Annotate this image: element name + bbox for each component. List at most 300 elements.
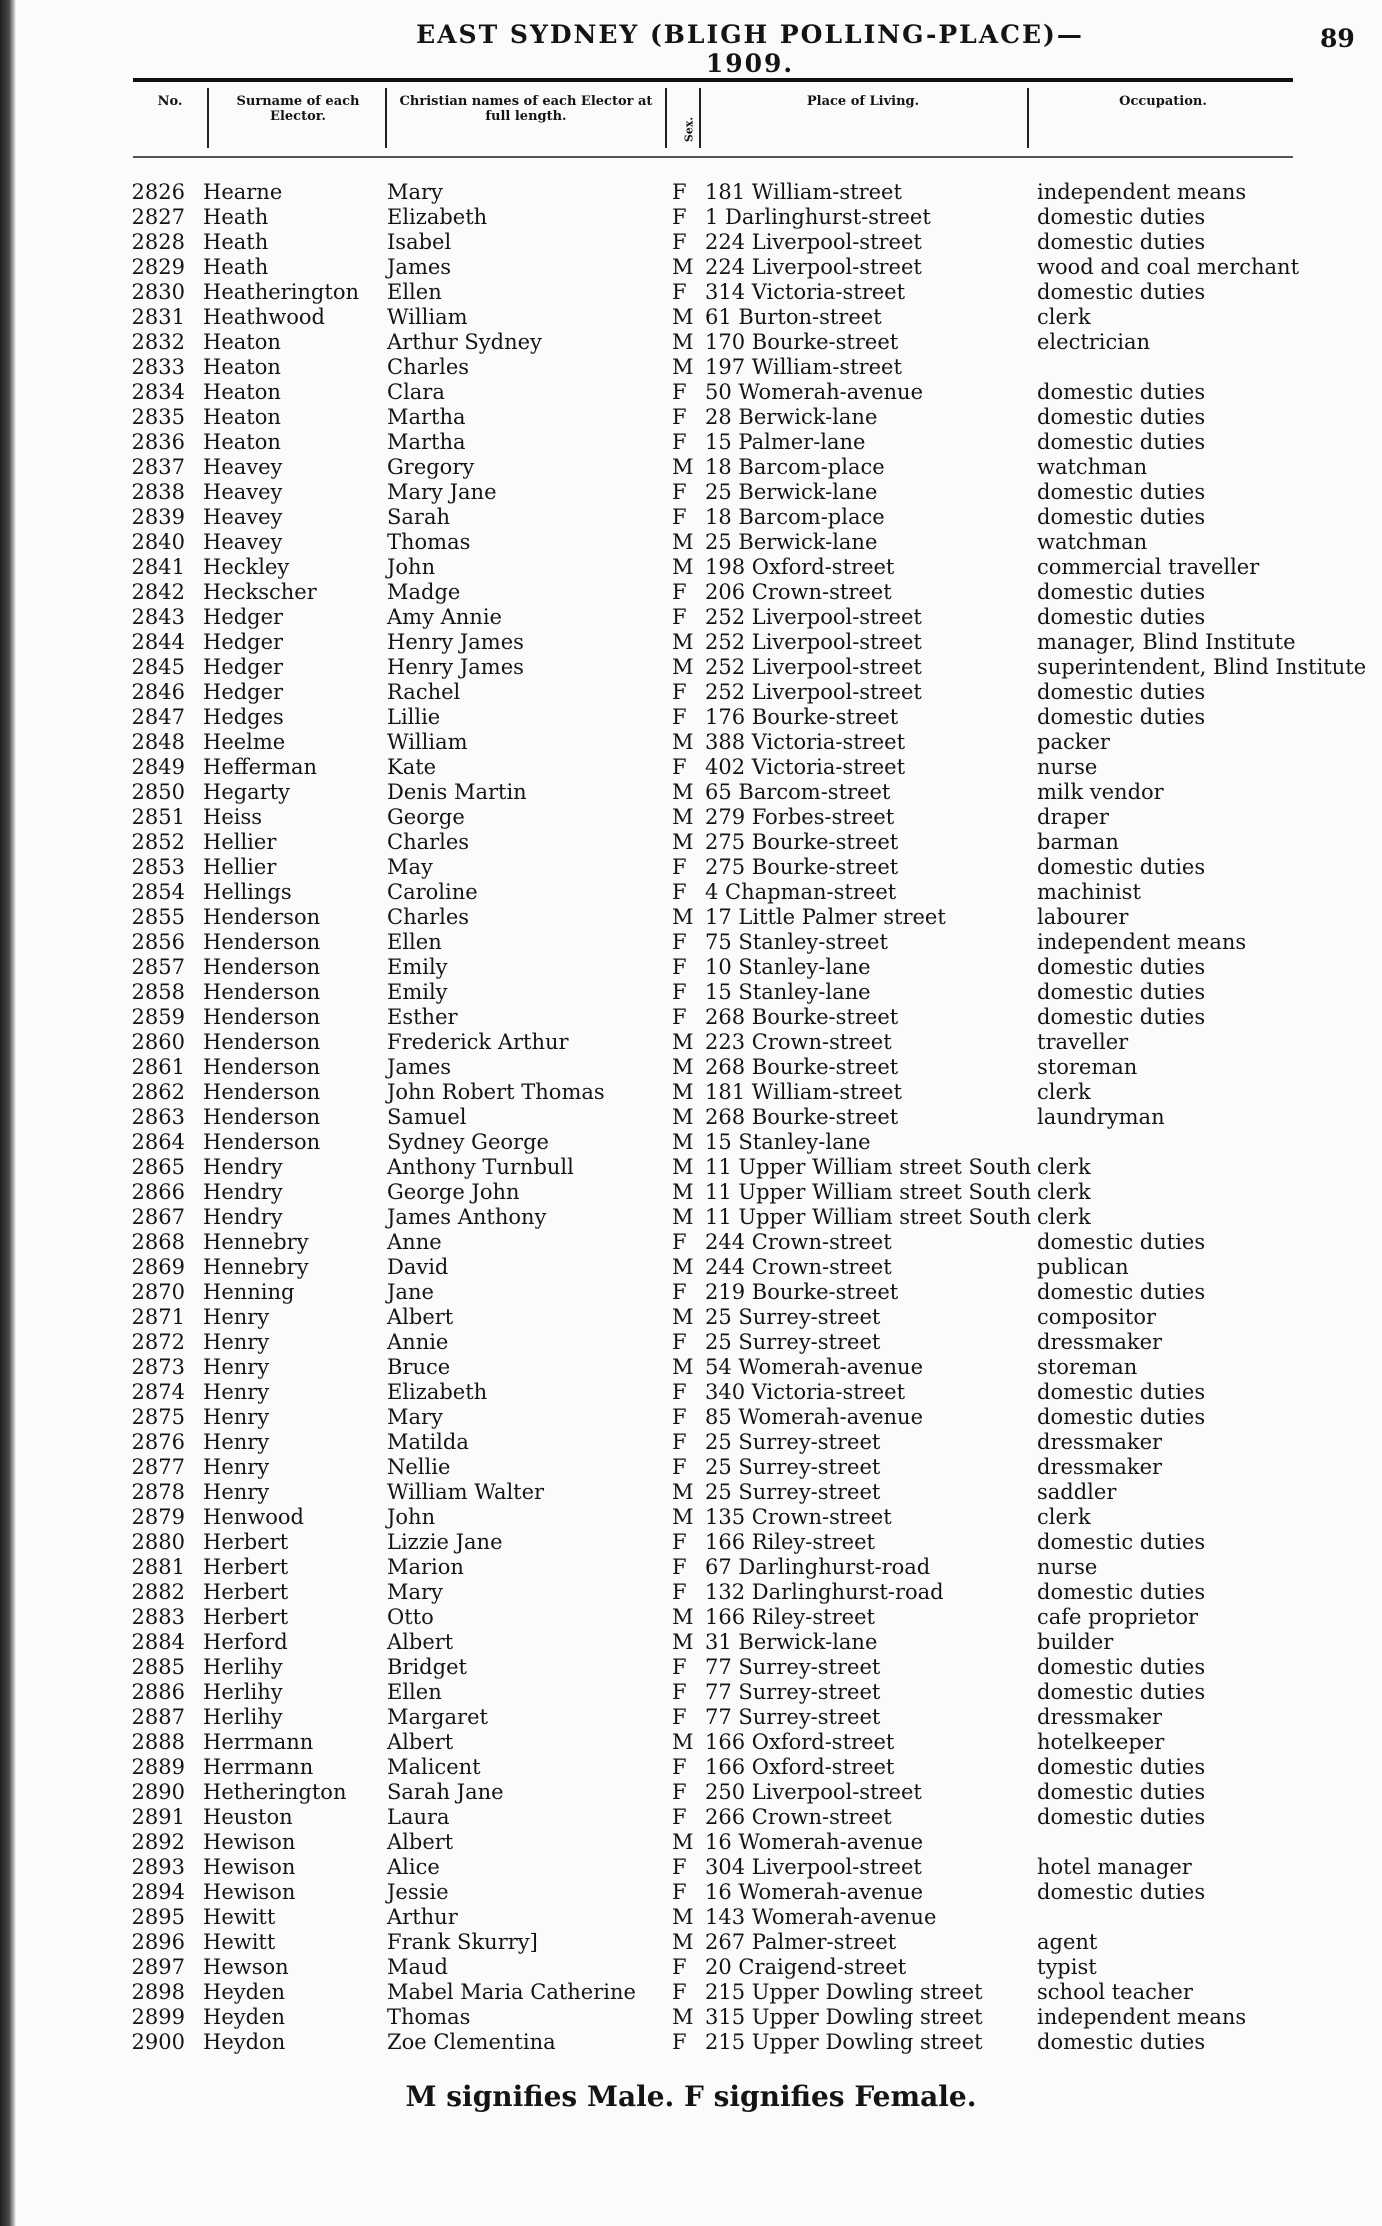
elector-place-of-living: 315 Upper Dowling street [705, 2005, 983, 2029]
header-place-of-living: Place of Living. [806, 94, 920, 109]
elector-christian-names: Esther [387, 1005, 458, 1029]
elector-place-of-living: 25 Surrey-street [705, 1305, 881, 1329]
elector-christian-names: Matilda [387, 1430, 469, 1454]
elector-place-of-living: 75 Stanley-street [705, 930, 888, 954]
elector-sex: F [672, 1955, 687, 1979]
elector-christian-names: James [387, 255, 452, 279]
elector-christian-names: Mary Jane [387, 480, 497, 504]
elector-number: 2828 [131, 230, 185, 254]
elector-occupation: publican [1037, 1255, 1129, 1279]
elector-christian-names: Jane [387, 1280, 434, 1304]
elector-occupation: storeman [1037, 1355, 1138, 1379]
elector-surname: Heyden [203, 1980, 286, 2004]
elector-number: 2836 [131, 430, 185, 454]
elector-sex: M [672, 1105, 694, 1129]
elector-sex: F [672, 1855, 687, 1879]
elector-place-of-living: 244 Crown-street [705, 1255, 892, 1279]
elector-occupation: nurse [1037, 1555, 1098, 1579]
table-row [0, 1330, 1382, 1355]
elector-sex: F [672, 230, 687, 254]
elector-surname: Hegarty [203, 780, 291, 804]
elector-number: 2890 [131, 1780, 185, 1804]
elector-surname: Henry [203, 1405, 270, 1429]
elector-place-of-living: 250 Liverpool-street [705, 1780, 922, 1804]
header-divider [385, 88, 387, 148]
table-row [0, 1730, 1382, 1755]
table-row [0, 480, 1382, 505]
elector-number: 2834 [131, 380, 185, 404]
elector-sex: F [672, 1005, 687, 1029]
elector-occupation: barman [1037, 830, 1119, 854]
elector-christian-names: Albert [387, 1630, 454, 1654]
elector-sex: F [672, 705, 687, 729]
elector-sex: M [672, 2005, 694, 2029]
elector-surname: Heaton [203, 380, 281, 404]
elector-sex: M [672, 1205, 694, 1229]
elector-surname: Hewison [203, 1855, 296, 1879]
table-row [0, 1705, 1382, 1730]
elector-number: 2845 [131, 655, 185, 679]
elector-christian-names: Emily [387, 980, 448, 1004]
elector-occupation: nurse [1037, 755, 1098, 779]
elector-sex: M [672, 1080, 694, 1104]
elector-number: 2889 [131, 1755, 185, 1779]
elector-number: 2869 [131, 1255, 185, 1279]
table-row [0, 1880, 1382, 1905]
elector-occupation: superintendent, Blind Institute [1037, 655, 1367, 679]
elector-surname: Henry [203, 1330, 270, 1354]
elector-number: 2837 [131, 455, 185, 479]
elector-christian-names: Otto [387, 1605, 434, 1629]
elector-sex: F [672, 2030, 687, 2054]
elector-sex: F [672, 1455, 687, 1479]
elector-number: 2867 [131, 1205, 185, 1229]
elector-sex: M [672, 655, 694, 679]
table-row [0, 405, 1382, 430]
elector-number: 2862 [131, 1080, 185, 1104]
elector-occupation: milk vendor [1037, 780, 1164, 804]
elector-surname: Henderson [203, 1105, 321, 1129]
elector-place-of-living: 219 Bourke-street [705, 1280, 899, 1304]
elector-number: 2843 [131, 605, 185, 629]
elector-christian-names: Sarah [387, 505, 450, 529]
elector-place-of-living: 266 Crown-street [705, 1805, 892, 1829]
elector-sex: F [672, 1680, 687, 1704]
elector-surname: Henderson [203, 955, 321, 979]
elector-surname: Hewitt [203, 1905, 276, 1929]
elector-number: 2861 [131, 1055, 185, 1079]
elector-christian-names: Mary [387, 1405, 443, 1429]
elector-occupation: wood and coal merchant [1037, 255, 1300, 279]
elector-occupation: dressmaker [1037, 1330, 1163, 1354]
elector-place-of-living: 279 Forbes-street [705, 805, 895, 829]
elector-place-of-living: 15 Palmer-lane [705, 430, 866, 454]
elector-number: 2879 [131, 1505, 185, 1529]
table-row [0, 780, 1382, 805]
elector-number: 2856 [131, 930, 185, 954]
elector-surname: Heckscher [203, 580, 317, 604]
elector-place-of-living: 252 Liverpool-street [705, 655, 922, 679]
elector-christian-names: Mary [387, 180, 443, 204]
elector-surname: Hendry [203, 1205, 283, 1229]
elector-number: 2897 [131, 1955, 185, 1979]
table-row [0, 1155, 1382, 1180]
elector-sex: F [672, 980, 687, 1004]
elector-sex: M [672, 1480, 694, 1504]
elector-number: 2868 [131, 1230, 185, 1254]
elector-occupation: domestic duties [1037, 2030, 1206, 2054]
elector-surname: Hewson [203, 1955, 289, 1979]
elector-christian-names: Marion [387, 1555, 464, 1579]
elector-sex: F [672, 280, 687, 304]
elector-occupation: dressmaker [1037, 1430, 1163, 1454]
table-row [0, 1755, 1382, 1780]
elector-occupation: laundryman [1037, 1105, 1165, 1129]
elector-sex: M [672, 805, 694, 829]
elector-sex: F [672, 1555, 687, 1579]
table-row [0, 1530, 1382, 1555]
elector-occupation: domestic duties [1037, 430, 1206, 454]
elector-number: 2870 [131, 1280, 185, 1304]
elector-surname: Herford [203, 1630, 288, 1654]
elector-christian-names: Gregory [387, 455, 475, 479]
elector-surname: Heaton [203, 330, 281, 354]
elector-place-of-living: 166 Oxford-street [705, 1755, 895, 1779]
elector-place-of-living: 11 Upper William street South [705, 1180, 1032, 1204]
elector-place-of-living: 197 William-street [705, 355, 902, 379]
elector-surname: Hennebry [203, 1255, 309, 1279]
elector-sex: F [672, 505, 687, 529]
elector-occupation: draper [1037, 805, 1109, 829]
elector-occupation: domestic duties [1037, 1005, 1206, 1029]
elector-occupation: domestic duties [1037, 1755, 1206, 1779]
elector-occupation: watchman [1037, 455, 1148, 479]
elector-sex: F [672, 1755, 687, 1779]
elector-occupation: domestic duties [1037, 605, 1206, 629]
elector-number: 2857 [131, 955, 185, 979]
table-row [0, 305, 1382, 330]
elector-sex: F [672, 205, 687, 229]
elector-occupation: independent means [1037, 2005, 1247, 2029]
elector-christian-names: James Anthony [387, 1205, 547, 1229]
elector-christian-names: Frederick Arthur [387, 1030, 569, 1054]
elector-christian-names: Albert [387, 1305, 454, 1329]
elector-number: 2850 [131, 780, 185, 804]
elector-place-of-living: 340 Victoria-street [705, 1380, 906, 1404]
elector-number: 2827 [131, 205, 185, 229]
elector-sex: M [672, 1630, 694, 1654]
elector-sex: M [672, 780, 694, 804]
table-row [0, 1505, 1382, 1530]
elector-number: 2893 [131, 1855, 185, 1879]
elector-sex: M [672, 1905, 694, 1929]
elector-surname: Henderson [203, 930, 321, 954]
table-row [0, 1255, 1382, 1280]
elector-occupation: domestic duties [1037, 1580, 1206, 1604]
table-row [0, 2005, 1382, 2030]
elector-place-of-living: 388 Victoria-street [705, 730, 906, 754]
table-row [0, 1055, 1382, 1080]
elector-surname: Herbert [203, 1580, 289, 1604]
elector-sex: M [672, 255, 694, 279]
elector-number: 2888 [131, 1730, 185, 1754]
elector-occupation: domestic duties [1037, 1380, 1206, 1404]
elector-occupation: packer [1037, 730, 1110, 754]
elector-place-of-living: 170 Bourke-street [705, 330, 899, 354]
elector-occupation: domestic duties [1037, 1530, 1206, 1554]
elector-occupation: domestic duties [1037, 855, 1206, 879]
table-row [0, 380, 1382, 405]
elector-christian-names: George John [387, 1180, 520, 1204]
elector-number: 2898 [131, 1980, 185, 2004]
elector-number: 2871 [131, 1305, 185, 1329]
elector-surname: Herrmann [203, 1730, 314, 1754]
table-row [0, 880, 1382, 905]
table-row [0, 1930, 1382, 1955]
elector-place-of-living: 206 Crown-street [705, 580, 892, 604]
elector-sex: F [672, 1980, 687, 2004]
elector-christian-names: Isabel [387, 230, 452, 254]
elector-surname: Henry [203, 1380, 270, 1404]
table-row [0, 505, 1382, 530]
elector-place-of-living: 25 Surrey-street [705, 1480, 881, 1504]
header-divider [699, 88, 701, 148]
elector-christian-names: Ellen [387, 930, 442, 954]
elector-sex: M [672, 1730, 694, 1754]
elector-number: 2833 [131, 355, 185, 379]
elector-sex: F [672, 930, 687, 954]
table-row [0, 805, 1382, 830]
elector-surname: Heaton [203, 355, 281, 379]
elector-christian-names: Rachel [387, 680, 461, 704]
elector-number: 2880 [131, 1530, 185, 1554]
elector-number: 2832 [131, 330, 185, 354]
elector-surname: Heckley [203, 555, 290, 579]
table-row [0, 230, 1382, 255]
elector-place-of-living: 181 William-street [705, 1080, 902, 1104]
elector-occupation: domestic duties [1037, 230, 1206, 254]
elector-number: 2876 [131, 1430, 185, 1454]
elector-occupation: domestic duties [1037, 705, 1206, 729]
elector-christian-names: Arthur [387, 1905, 458, 1929]
table-row [0, 1905, 1382, 1930]
elector-number: 2838 [131, 480, 185, 504]
elector-occupation: clerk [1037, 305, 1091, 329]
elector-place-of-living: 18 Barcom-place [705, 505, 885, 529]
table-row [0, 655, 1382, 680]
elector-surname: Henry [203, 1480, 270, 1504]
elector-christian-names: Madge [387, 580, 461, 604]
elector-sex: F [672, 1780, 687, 1804]
elector-surname: Henderson [203, 1080, 321, 1104]
elector-christian-names: Lizzie Jane [387, 1530, 503, 1554]
elector-place-of-living: 252 Liverpool-street [705, 630, 922, 654]
table-row [0, 430, 1382, 455]
table-row [0, 630, 1382, 655]
header-top-rule [133, 78, 1293, 82]
elector-place-of-living: 1 Darlinghurst-street [705, 205, 931, 229]
elector-sex: F [672, 380, 687, 404]
elector-occupation: clerk [1037, 1505, 1091, 1529]
elector-surname: Heelme [203, 730, 286, 754]
table-row [0, 1380, 1382, 1405]
header-divider [207, 88, 209, 148]
page-number: 89 [1320, 24, 1355, 53]
elector-number: 2892 [131, 1830, 185, 1854]
elector-christian-names: Charles [387, 905, 470, 929]
elector-surname: Hearne [203, 180, 283, 204]
elector-number: 2866 [131, 1180, 185, 1204]
elector-occupation: clerk [1037, 1205, 1091, 1229]
elector-place-of-living: 181 William-street [705, 180, 902, 204]
table-row [0, 1405, 1382, 1430]
elector-place-of-living: 166 Riley-street [705, 1605, 875, 1629]
elector-number: 2842 [131, 580, 185, 604]
elector-place-of-living: 268 Bourke-street [705, 1105, 899, 1129]
elector-occupation: domestic duties [1037, 480, 1206, 504]
elector-christian-names: Bridget [387, 1655, 467, 1679]
elector-number: 2885 [131, 1655, 185, 1679]
elector-occupation: domestic duties [1037, 580, 1206, 604]
elector-number: 2852 [131, 830, 185, 854]
elector-surname: Hendry [203, 1180, 283, 1204]
elector-christian-names: John Robert Thomas [387, 1080, 605, 1104]
elector-place-of-living: 25 Berwick-lane [705, 480, 878, 504]
elector-christian-names: Zoe Clementina [387, 2030, 556, 2054]
elector-place-of-living: 166 Riley-street [705, 1530, 875, 1554]
column-header [133, 78, 1293, 158]
elector-occupation: domestic duties [1037, 680, 1206, 704]
header-christian-names: Christian names of each Elector at full length. [399, 94, 653, 124]
elector-number: 2847 [131, 705, 185, 729]
elector-surname: Heaton [203, 405, 281, 429]
elector-occupation: clerk [1037, 1155, 1091, 1179]
table-row [0, 1805, 1382, 1830]
elector-place-of-living: 18 Barcom-place [705, 455, 885, 479]
elector-place-of-living: 25 Berwick-lane [705, 530, 878, 554]
table-row [0, 530, 1382, 555]
table-row [0, 1580, 1382, 1605]
elector-surname: Henderson [203, 1005, 321, 1029]
elector-place-of-living: 267 Palmer-street [705, 1930, 897, 1954]
elector-number: 2882 [131, 1580, 185, 1604]
elector-sex: F [672, 1580, 687, 1604]
elector-christian-names: Laura [387, 1805, 450, 1829]
elector-place-of-living: 314 Victoria-street [705, 280, 906, 304]
elector-surname: Henry [203, 1355, 270, 1379]
elector-place-of-living: 244 Crown-street [705, 1230, 892, 1254]
elector-number: 2894 [131, 1880, 185, 1904]
elector-occupation: cafe proprietor [1037, 1605, 1199, 1629]
elector-christian-names: Arthur Sydney [387, 330, 542, 354]
elector-sex: M [672, 530, 694, 554]
table-row [0, 1105, 1382, 1130]
elector-place-of-living: 67 Darlinghurst-road [705, 1555, 931, 1579]
elector-surname: Heathwood [203, 305, 325, 329]
table-row [0, 580, 1382, 605]
elector-sex: F [672, 880, 687, 904]
elector-sex: F [672, 1880, 687, 1904]
elector-sex: M [672, 1355, 694, 1379]
elector-sex: M [672, 1030, 694, 1054]
elector-occupation: commercial traveller [1037, 555, 1260, 579]
elector-christian-names: May [387, 855, 433, 879]
elector-number: 2872 [131, 1330, 185, 1354]
elector-number: 2855 [131, 905, 185, 929]
table-row [0, 355, 1382, 380]
elector-sex: M [672, 1155, 694, 1179]
elector-sex: M [672, 1130, 694, 1154]
elector-christian-names: Lillie [387, 705, 441, 729]
elector-place-of-living: 54 Womerah-avenue [705, 1355, 924, 1379]
elector-surname: Heyden [203, 2005, 286, 2029]
elector-number: 2844 [131, 630, 185, 654]
elector-place-of-living: 275 Bourke-street [705, 855, 899, 879]
elector-number: 2884 [131, 1630, 185, 1654]
elector-surname: Hellier [203, 830, 277, 854]
table-row [0, 1080, 1382, 1105]
table-row [0, 1480, 1382, 1505]
table-row [0, 930, 1382, 955]
elector-number: 2859 [131, 1005, 185, 1029]
elector-place-of-living: 166 Oxford-street [705, 1730, 895, 1754]
elector-surname: Heaton [203, 430, 281, 454]
elector-number: 2899 [131, 2005, 185, 2029]
elector-christian-names: Frank Skurry] [387, 1930, 538, 1954]
elector-christian-names: John [387, 1505, 436, 1529]
elector-surname: Hewitt [203, 1930, 276, 1954]
elector-place-of-living: 224 Liverpool-street [705, 230, 922, 254]
table-row [0, 980, 1382, 1005]
elector-number: 2887 [131, 1705, 185, 1729]
elector-number: 2851 [131, 805, 185, 829]
elector-christian-names: Kate [387, 755, 437, 779]
elector-number: 2830 [131, 280, 185, 304]
table-row [0, 1180, 1382, 1205]
elector-surname: Henderson [203, 905, 321, 929]
elector-place-of-living: 16 Womerah-avenue [705, 1830, 924, 1854]
elector-sex: F [672, 1230, 687, 1254]
elector-sex: M [672, 555, 694, 579]
elector-sex: M [672, 1305, 694, 1329]
elector-place-of-living: 275 Bourke-street [705, 830, 899, 854]
elector-christian-names: Amy Annie [387, 605, 502, 629]
elector-surname: Hennebry [203, 1230, 309, 1254]
table-row [0, 205, 1382, 230]
elector-sex: M [672, 830, 694, 854]
elector-surname: Henning [203, 1280, 295, 1304]
elector-place-of-living: 176 Bourke-street [705, 705, 899, 729]
elector-place-of-living: 77 Surrey-street [705, 1705, 881, 1729]
elector-christian-names: Henry James [387, 630, 524, 654]
elector-christian-names: Martha [387, 430, 466, 454]
elector-christian-names: Sarah Jane [387, 1780, 504, 1804]
elector-sex: F [672, 1530, 687, 1554]
table-row [0, 1980, 1382, 2005]
table-row [0, 1430, 1382, 1455]
elector-number: 2835 [131, 405, 185, 429]
elector-sex: M [672, 1255, 694, 1279]
elector-number: 2864 [131, 1130, 185, 1154]
elector-place-of-living: 4 Chapman-street [705, 880, 897, 904]
elector-occupation: domestic duties [1037, 280, 1206, 304]
elector-christian-names: Caroline [387, 880, 478, 904]
elector-surname: Heatherington [203, 280, 359, 304]
elector-sex: F [672, 755, 687, 779]
elector-surname: Hedger [203, 630, 284, 654]
elector-christian-names: Mabel Maria Catherine [387, 1980, 636, 2004]
elector-surname: Hellier [203, 855, 277, 879]
